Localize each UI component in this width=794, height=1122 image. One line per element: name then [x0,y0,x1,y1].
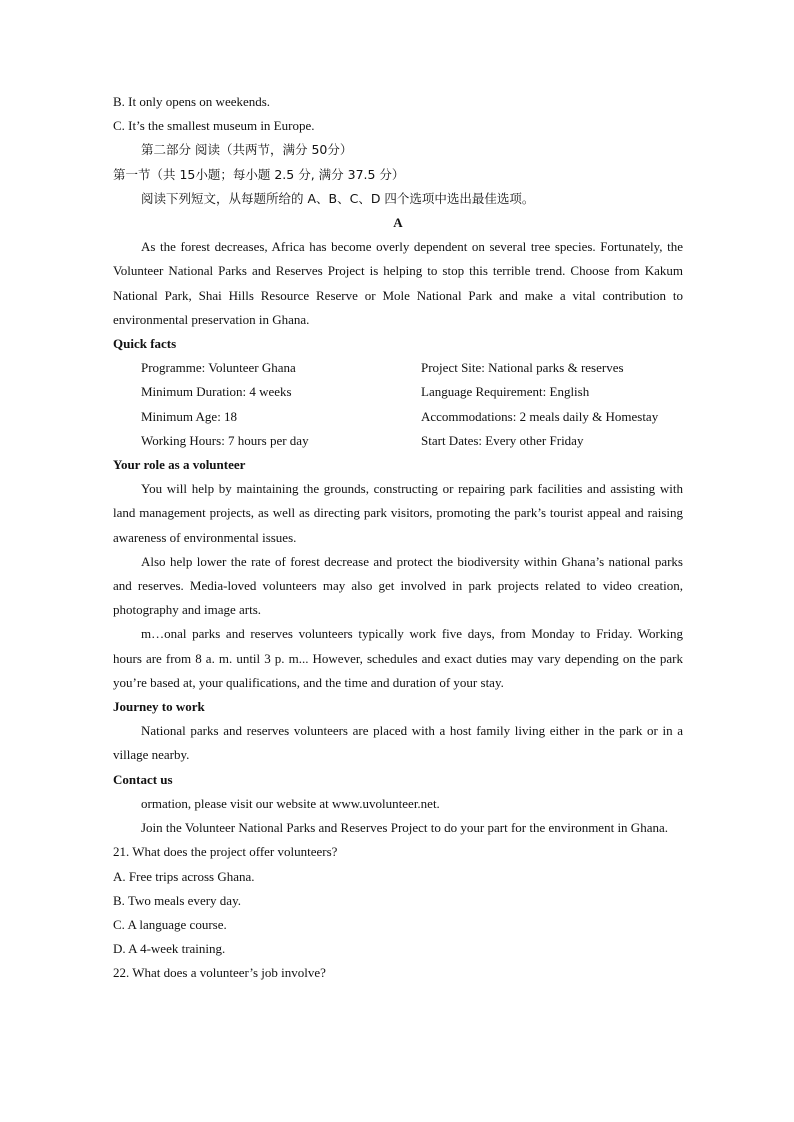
role-paragraph: You will help by maintaining the grounds, constructing or repairing park facilities and assisting with land management projects, as well as directing park visitors, promoting the park’s tourist appeal and raising awareness of environmental issues. [113,481,683,545]
question-21-stem: 21. What does the project offer volunteers? [113,844,338,860]
question-21-option-b: B. Two meals every day. [113,892,241,908]
fact-duration: Minimum Duration: 4 weeks [141,384,292,400]
question-21-option-a: A. Free trips across Ghana. [113,868,255,884]
subsection-header: 第一节（共 15小题；每小题 2.5 分, 满分 37.5 分） [113,166,405,182]
instruction: 阅读下列短文，从每题所给的 A、B、C、D 四个选项中选出最佳选项。 [141,190,535,206]
fact-age: Minimum Age: 18 [141,408,238,424]
quick-facts-table [113,356,683,453]
role-paragraph: m…onal parks and reserves volunteers typically work five days, from Monday to Friday. Working hours are from 8 a. m. until 3 p. m... However, schedules and exact duties may vary depending on the park you’re based at, your qualifications, and the time and duration of your stay. [113,626,683,690]
prev-option-c: C. It’s the smallest museum in Europe. [113,118,315,134]
quick-facts-heading: Quick facts [113,336,177,352]
fact-working-hours: Working Hours: 7 hours per day [141,432,309,448]
contact-line: ormation, please visit our website at www.uvolunteer.net. [141,795,440,811]
contact-section [113,792,683,840]
contact-paragraph: Join the Volunteer National Parks and Reserves Project to do your part for the environment in Ghana. [141,820,668,836]
fact-accommodations: Accommodations: 2 meals daily & Homestay [421,408,659,424]
journey-heading: Journey to work [113,699,205,715]
question-21-option-d: D. A 4-week training. [113,941,226,957]
fact-language: Language Requirement: English [421,384,590,400]
question-21-option-c: C. A language course. [113,916,227,932]
prev-option-b: B. It only opens on weekends. [113,94,271,109]
role-section [113,477,683,695]
role-heading: Your role as a volunteer [113,457,246,473]
intro-paragraph [113,235,683,332]
section-header: 第二部分 阅读（共两节，满分 50分） [141,142,353,158]
fact-programme: Programme: Volunteer Ghana [141,360,296,376]
role-paragraph: Also help lower the rate of forest decrease and protect the biodiversity within Ghana’s national parks and reserves. Media-loved volunteers may also get involved in park projects related to video creation, photography and image arts. [113,553,683,618]
contact-heading: Contact us [113,771,173,787]
journey-section [113,719,683,767]
journey-paragraph: National parks and reserves volunteers are placed with a host family living either in the park or in a village nearby. [113,723,683,763]
passage-label: A [393,215,403,231]
question-22-stem: 22. What does a volunteer’s job involve? [113,965,326,981]
fact-start-dates: Start Dates: Every other Friday [421,432,584,448]
intro-text: As the forest decreases, Africa has become overly dependent on several tree species. Fortunately, the Volunteer National Parks and Reserves Project is helping to stop this terrible trend. Choose from Kakum National Park, Shai Hills Resource Reserve or Mole National Park and make a vital contribution to environmental preservation in Ghana. [113,239,683,327]
exam-page [113,90,683,986]
fact-project-site: Project Site: National parks & reserves [421,360,624,376]
